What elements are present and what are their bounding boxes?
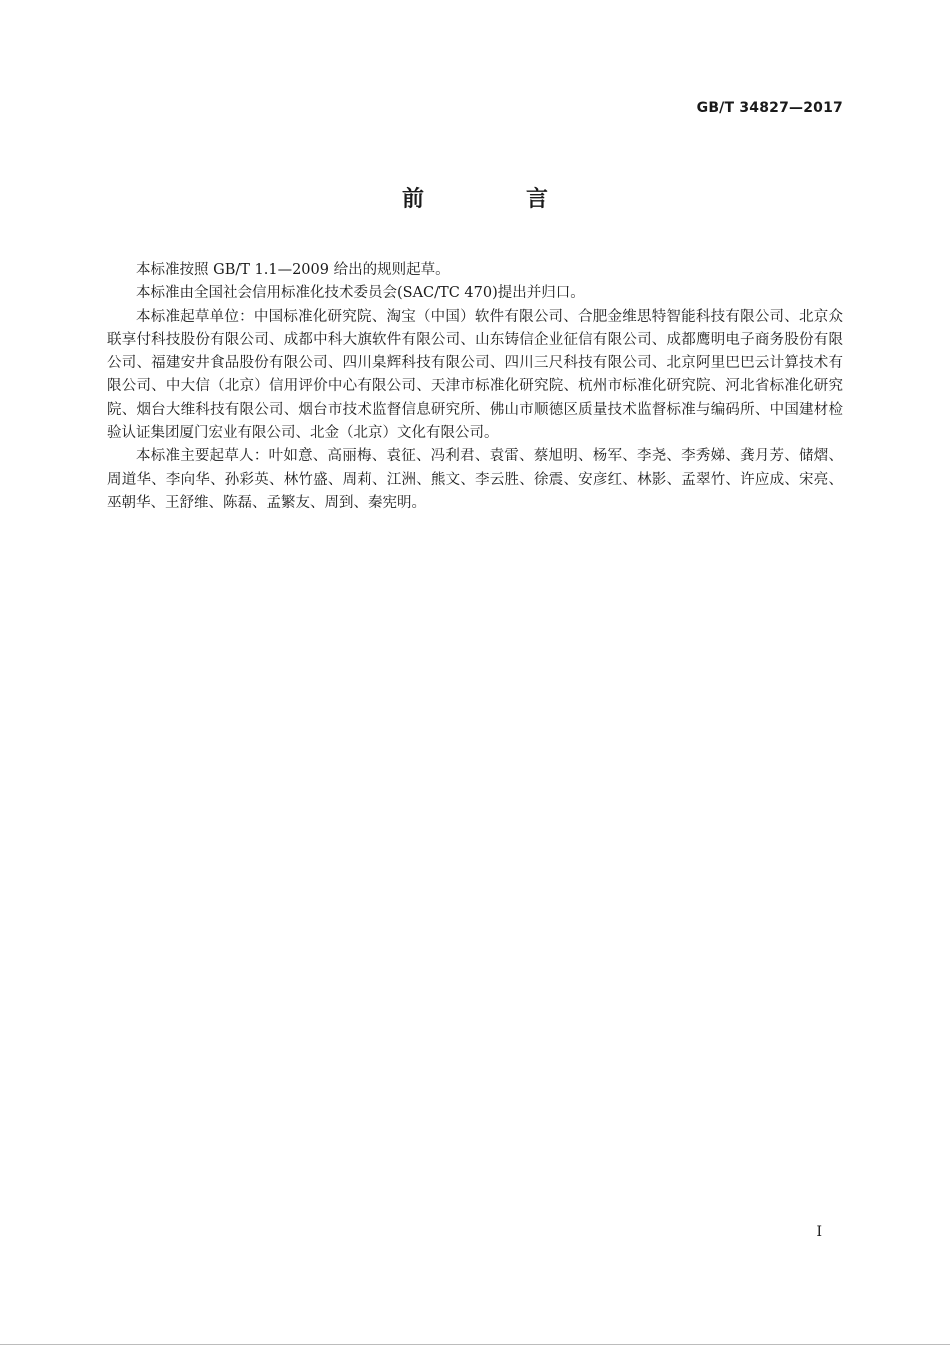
paragraph-drafting-rules: 本标准按照 GB/T 1.1—2009 给出的规则起草。 [136, 262, 450, 278]
standard-code: GB/T 34827—2017 [696, 100, 843, 116]
foreword-body [107, 259, 843, 515]
page-title: 前 言 [401, 187, 588, 212]
paragraph-drafters: 本标准主要起草人：叶如意、高丽梅、袁征、冯利君、袁雷、蔡旭明、杨军、李尧、李秀娣、龚月芳、储熠、周道华、李向华、孙彩英、林竹盛、周莉、江洲、熊文、李云胜、徐震、安彦红、林影、孟翠竹、许应成、宋亮、巫朝华、王舒维、陈磊、孟繁友、周到、秦宪明。 [107, 448, 843, 511]
page-number: I [816, 1224, 822, 1240]
paragraph-drafting-units: 本标准起草单位：中国标准化研究院、淘宝（中国）软件有限公司、合肥金维思特智能科技有限公司、北京众联享付科技股份有限公司、成都中科大旗软件有限公司、山东铸信企业征信有限公司、成都鹰明电子商务股份有限公司、福建安井食品股份有限公司、四川臬辉科技有限公司、四川三尺科技有限公司、北京阿里巴巴云计算技术有限公司、中大信（北京）信用评价中心有限公司、天津市标准化研究院、杭州市标准化研究院、河北省标准化研究院、烟台大维科技有限公司、烟台市技术监督信息研究所、佛山市顺德区质量技术监督标准与编码所、中国建材检验认证集团厦门宏业有限公司、北金（北京）文化有限公司。 [107, 308, 843, 442]
paragraph-proposer: 本标准由全国社会信用标准化技术委员会(SAC/TC 470)提出并归口。 [136, 285, 585, 302]
